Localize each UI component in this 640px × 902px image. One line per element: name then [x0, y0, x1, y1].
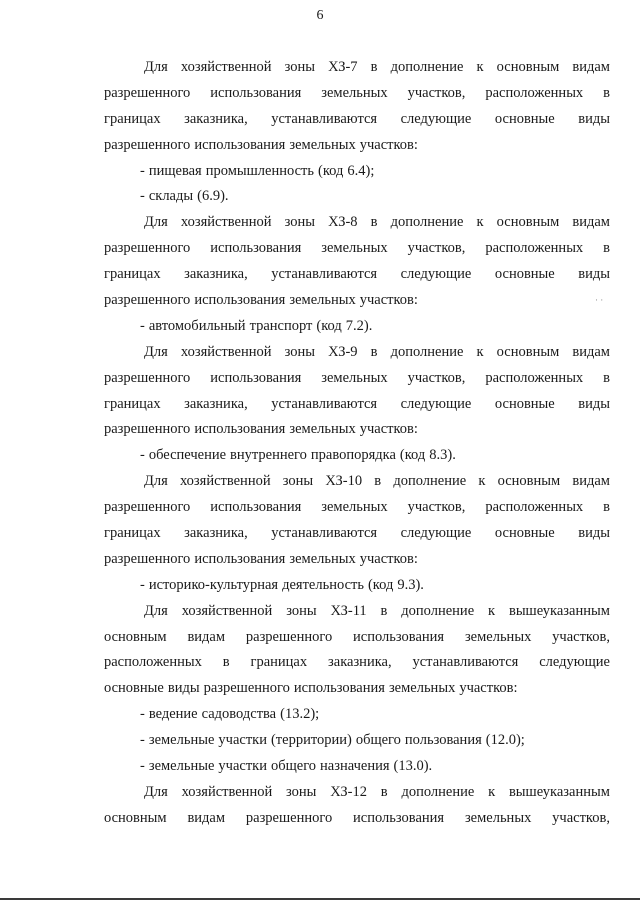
- list-item: [104, 702, 610, 728]
- paragraph: [104, 340, 610, 444]
- list-item: [104, 314, 610, 340]
- scan-speck: · ·: [595, 295, 604, 305]
- text-line: - обеспечение внутреннего правопорядка (код 8.3).: [140, 447, 456, 464]
- text-line: Для хозяйственной зоны ХЗ-8 в дополнение к основным видам: [144, 214, 610, 231]
- text-line: Для хозяйственной зоны ХЗ-11 в дополнение к вышеуказанным: [144, 602, 610, 619]
- text-line: Для хозяйственной зоны ХЗ-10 в дополнение к основным видам: [144, 473, 610, 490]
- text-line: Для хозяйственной зоны ХЗ-9 в дополнение к основным видам: [144, 343, 610, 360]
- paragraph: [104, 469, 610, 573]
- text-line: разрешенного использования земельных участков:: [104, 550, 418, 567]
- text-line: основным видам разрешенного использования земельных участков,: [104, 809, 610, 826]
- text-line: - ведение садоводства (13.2);: [140, 706, 320, 723]
- list-item: [104, 728, 610, 754]
- text-line: - автомобильный транспорт (код 7.2).: [140, 317, 373, 334]
- text-line: - земельные участки (территории) общего пользования (12.0);: [140, 732, 525, 749]
- paragraph: [104, 599, 610, 703]
- text-line: границах заказника, устанавливаются следующие основные виды: [104, 110, 610, 127]
- list-item: [104, 443, 610, 469]
- text-line: - земельные участки общего назначения (13.0).: [140, 758, 433, 775]
- text-line: Для хозяйственной зоны ХЗ-12 в дополнение к вышеуказанным: [144, 783, 610, 800]
- text-line: основные виды разрешенного использования земельных участков:: [104, 680, 518, 697]
- paragraph: [104, 780, 610, 832]
- paragraph: [104, 210, 610, 314]
- text-line: расположенных в границах заказника, устанавливаются следующие: [104, 654, 610, 671]
- text-line: разрешенного использования земельных участков:: [104, 421, 418, 438]
- text-line: разрешенного использования земельных участков, расположенных в: [104, 499, 610, 516]
- list-item: [104, 754, 610, 780]
- text-line: - историко-культурная деятельность (код 9.3).: [140, 576, 424, 593]
- text-line: границах заказника, устанавливаются следующие основные виды: [104, 525, 610, 542]
- paragraph: [104, 55, 610, 159]
- text-line: - пищевая промышленность (код 6.4);: [140, 162, 375, 179]
- page-number: 6: [316, 8, 324, 23]
- text-line: границах заказника, устанавливаются следующие основные виды: [104, 266, 610, 283]
- list-item: [104, 184, 610, 210]
- text-line: разрешенного использования земельных участков, расположенных в: [104, 369, 610, 386]
- text-line: - склады (6.9).: [140, 188, 229, 205]
- list-item: [104, 159, 610, 185]
- document-body: [104, 55, 610, 832]
- text-line: границах заказника, устанавливаются следующие основные виды: [104, 395, 610, 412]
- text-line: разрешенного использования земельных участков, расположенных в: [104, 240, 610, 257]
- text-line: основным видам разрешенного использования земельных участков,: [104, 628, 610, 645]
- text-line: разрешенного использования земельных участков, расположенных в: [104, 84, 610, 101]
- text-line: Для хозяйственной зоны ХЗ-7 в дополнение к основным видам: [144, 59, 610, 75]
- list-item: [104, 573, 610, 599]
- text-line: разрешенного использования земельных участков:: [104, 292, 418, 309]
- text-line: разрешенного использования земельных участков:: [104, 136, 418, 153]
- bottom-rule: [0, 898, 640, 900]
